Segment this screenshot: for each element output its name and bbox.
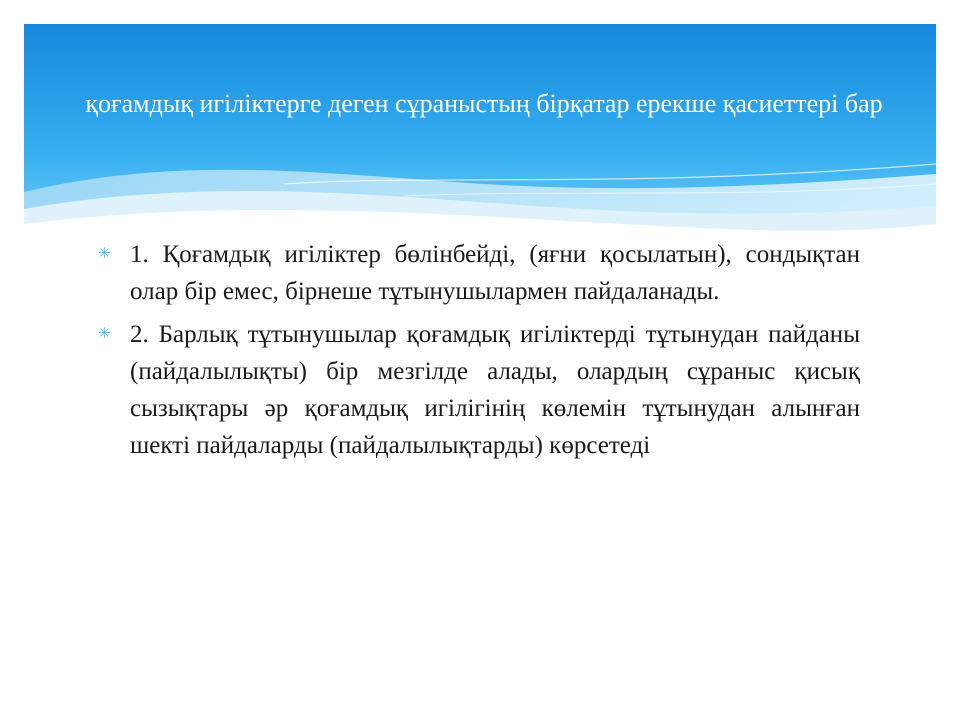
wave-background xyxy=(24,24,936,234)
slide-title: қоғамдық игіліктерге деген сұраныстың бірқатар ерекше қасиеттері бар xyxy=(85,89,883,118)
asterisk-icon: ✳ xyxy=(98,326,111,342)
list-item xyxy=(98,316,860,464)
asterisk-icon: ✳ xyxy=(98,246,111,262)
header-banner xyxy=(24,24,936,234)
bullet-text: 1. Қоғамдық игіліктер бөлінбейді, (яғни қосылатын), сондықтан олар бір емес, бірнеше тұтынушылармен пайдаланады. xyxy=(130,241,860,305)
bullet-text: 2. Барлық тұтынушылар қоғамдық игіліктерді тұтынудан пайданы (пайдалылықты) бір мезгілде алады, олардың сұраныс қисық сызықтары әр қоғамдық игілігінің көлемін тұтынудан алынған шекті пайдаларды (пайдалылықтарды) көрсетеді xyxy=(130,321,860,459)
list-item xyxy=(98,236,860,310)
bullet-list xyxy=(98,236,860,470)
